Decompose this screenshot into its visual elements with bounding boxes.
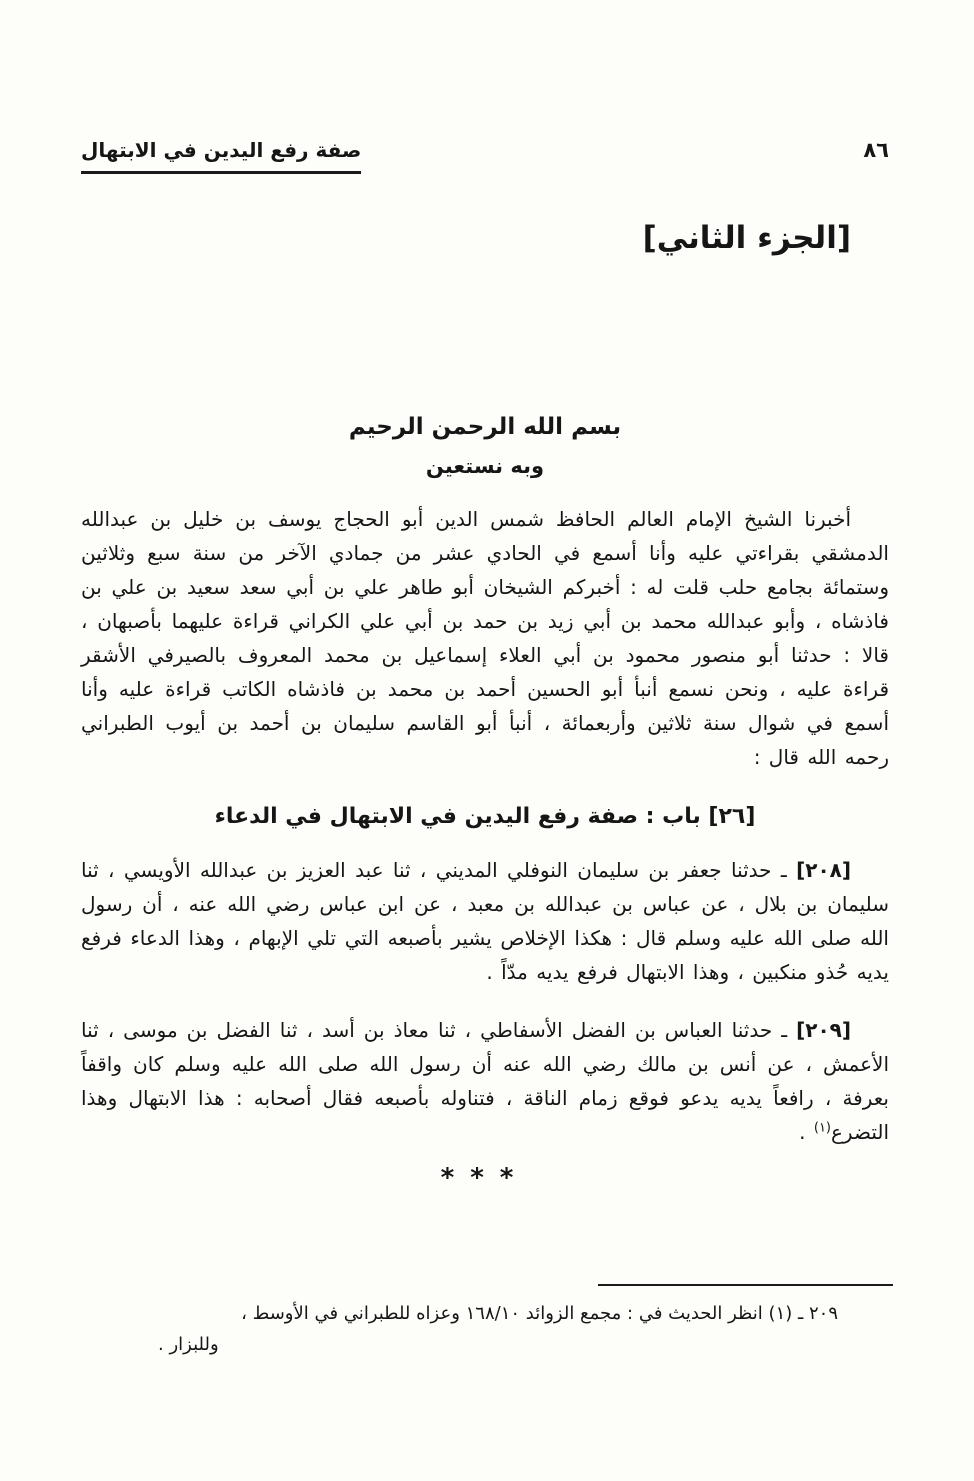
- hadith-208: [81, 853, 889, 989]
- hadith-208-number: [٢٠٨]: [796, 858, 851, 882]
- footnote: [158, 1298, 838, 1360]
- hadith-209: [81, 1013, 889, 1149]
- running-title: صفة رفع اليدين في الابتهال: [81, 138, 361, 174]
- part-title: [الجزء الثاني]: [642, 220, 851, 256]
- isnad-paragraph: أخبرنا الشيخ الإمام العالم الحافظ شمس الدين أبو الحجاج يوسف بن خليل بن عبدالله الدمشقي بقراءتي عليه وأنا أسمع في الحادي عشر من جمادي الآخر من سنة سبع وثلاثين وستمائة بجامع حلب قلت له : أخبركم الشيخان أبو طاهر علي بن أبي سعد سعيد بن علي بن فاذشاه ، وأبو عبدالله محمد بن أبي زيد بن حمد بن أبي علي الكراني قراءة عليهما بأصبهان ، قالا : حدثنا أبو منصور محمود بن أبي العلاء إسماعيل بن محمد المعروف بالصيرفي الأشقر قراءة عليه ، ونحن نسمع أنبأ أبو الحسين أحمد بن محمد بن فاذشاه الكاتب قراءة عليه وأنا أسمع في شوال سنة ثلاثين وأربعمائة ، أنبأ أبو القاسم سليمان بن أحمد بن أيوب الطبراني رحمه الله قال :: [81, 507, 889, 769]
- opening-line: وبه نستعين: [425, 454, 545, 478]
- chapter-heading: [٢٦] باب : صفة رفع اليدين في الابتهال في الدعاء: [214, 804, 756, 829]
- page-number: ٨٦: [863, 138, 889, 162]
- footnote-line2: وللبزار .: [158, 1334, 219, 1355]
- footnote-rule: [598, 1284, 893, 1286]
- hadith-209-text: ـ حدثنا العباس بن الفضل الأسفاطي ، ثنا معاذ بن أسد ، ثنا الفضل بن موسى ، ثنا الأعمش ، عن أنس بن مالك رضي الله عنه أن رسول الله صلى الله عليه وسلم كان واقفاً بعرفة ، رافعاً يديه يدعو فوقع زمام الناقة ، فتناوله بأصبعه فقال أصحابه : هذا الابتهال وهذا التضرع: [81, 1018, 889, 1144]
- footnote-line1: ٢٠٩ ـ (١) انظر الحديث في : مجمع الزوائد ١٦٨/١٠ وعزاه للطبراني في الأوسط ،: [241, 1303, 838, 1324]
- hadith-209-number: [٢٠٩]: [796, 1018, 852, 1042]
- hadith-209-terminal: .: [799, 1120, 814, 1144]
- section-separator: ***: [440, 1163, 530, 1193]
- page-header: [81, 138, 889, 174]
- hadith-208-text: ـ حدثنا جعفر بن سليمان النوفلي المديني ، ثنا عبد العزيز بن عبدالله الأويسي ، ثنا سليمان بن بلال ، عن عباس بن عبدالله بن معبد ، عن ابن عباس رضي الله عنه ، أن رسول الله صلى الله عليه وسلم قال : هكذا الإخلاص يشير بأصبعه التي تلي الإبهام ، وهذا الدعاء فرفع يديه حُذو منكبين ، وهذا الابتهال فرفع يديه مدّاً .: [81, 858, 889, 984]
- basmala: بسم الله الرحمن الرحيم: [348, 414, 622, 440]
- footnote-ref-marker: (١): [813, 1120, 831, 1136]
